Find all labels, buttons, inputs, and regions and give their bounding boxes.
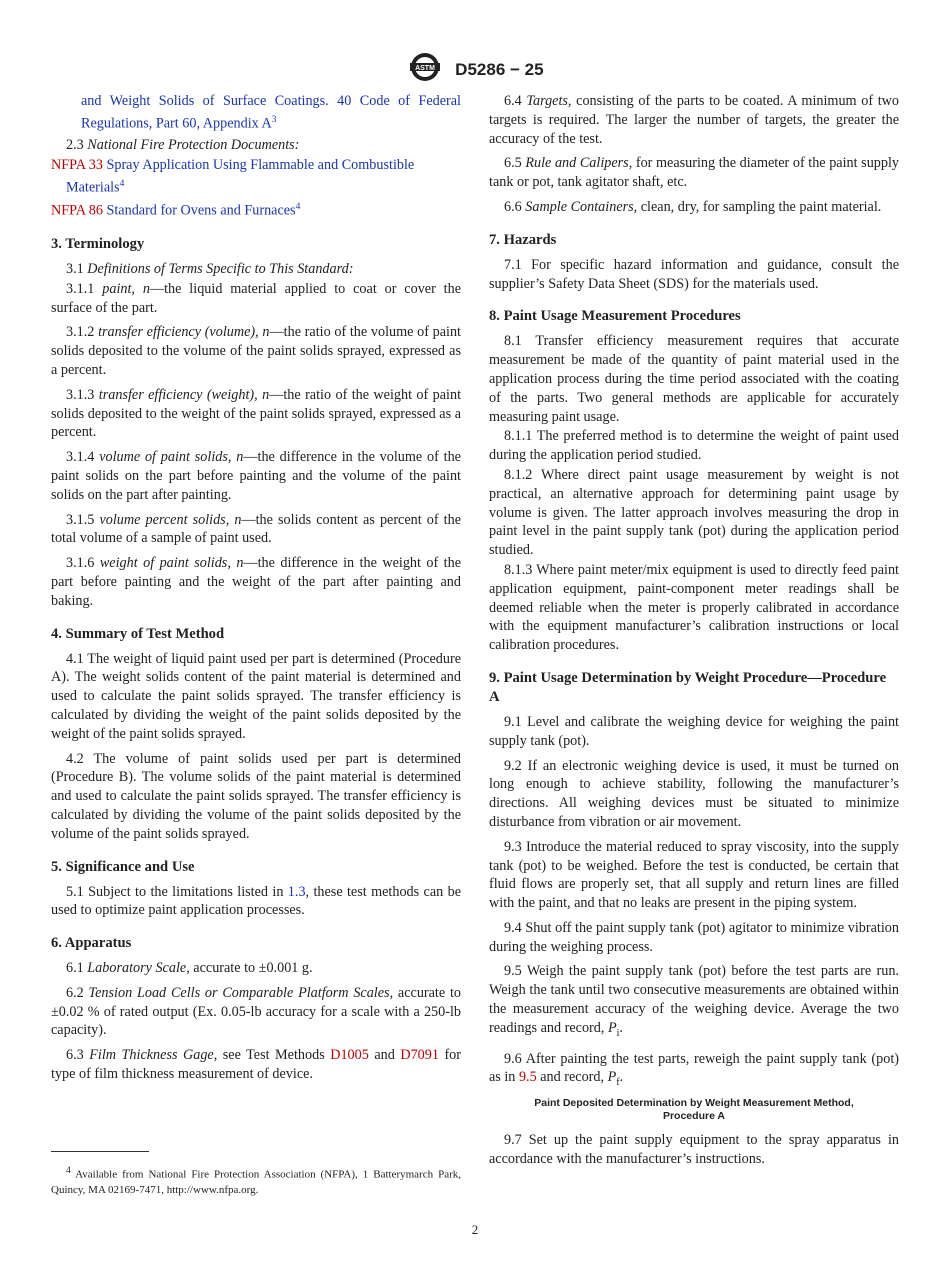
section-2-3: 2.3 National Fire Protection Documents: <box>66 137 300 154</box>
footnote-divider <box>51 1151 149 1152</box>
paragraph-3-1-6: 3.1.6 weight of paint solids, n—the difference in the weight of the part before painting and the weight of the part after painting and baking. <box>51 555 462 609</box>
paragraph-5-1: 5.1 Subject to the limitations listed in 1.3, these test methods can be used to optimize paint application processes. <box>51 883 461 919</box>
link-1-3[interactable]: 1.3 <box>287 883 306 900</box>
paragraph-9-1: 9.1 Level and calibrate the weighing device for weighing the paint supply tank (pot). <box>489 713 899 749</box>
link-d7091[interactable]: D7091 <box>400 1047 439 1064</box>
section-heading: 7. Hazards <box>489 231 557 248</box>
astm-logo-icon <box>406 52 444 87</box>
section-heading: 6. Apparatus <box>51 935 132 952</box>
standard-designation: D5286 − 25 <box>455 59 544 79</box>
section-heading: 8. Paint Usage Measurement Procedures <box>489 308 741 325</box>
paragraph-3-1-4: 3.1.4 volume of paint solids, n—the difference in the volume of the paint solids on the part before painting and the volume of the paint solids on the part after painting. <box>51 449 461 503</box>
page-header <box>0 52 950 87</box>
link-9-5[interactable]: 9.5 <box>518 1069 537 1086</box>
section-heading: 9. Paint Usage Determination by Weight Procedure—Procedure A <box>489 669 887 705</box>
reference-nfpa-86[interactable]: NFPA 86 Standard for Ovens and Furnaces$^4$ <box>51 202 301 220</box>
paragraph-9-5: 9.5 Weigh the paint supply tank (pot) before the test parts are run. Weigh the tank until two consecutive measurements are obtained within the measurement accuracy of the weighing device. Average the two readings and record, $P_i$. <box>489 963 899 1039</box>
subsection-heading: Paint Deposited Determination by Weight Measurement Method, Procedure A <box>534 1096 854 1122</box>
right-column <box>489 92 899 1175</box>
paragraph-3-1-5: 3.1.5 volume percent solids, n—the solids content as percent of the total volume of a sample of paint used. <box>51 511 461 547</box>
paragraph-8-1: 8.1 Transfer efficiency measurement requires that accurate measurement be made of the quantity of paint material used in the application process during the time period associated with the coating of the parts. Two general methods are applicable for accurately measuring paint usage. <box>489 333 899 425</box>
paragraph-4-1: 4.1 The weight of liquid paint used per part is determined (Procedure A). The weight solids content of the paint material is determined and used to calculate the paint solids sprayed. The transfer efficiency is calculated by dividing the weight of the paint solids deposited by the weight of the paint solids sprayed. <box>51 650 461 742</box>
paragraph-6-6: 6.6 Sample Containers, clean, dry, for sampling the paint material. <box>504 198 882 215</box>
reference-nfpa-33[interactable]: NFPA 33 Spray Application Using Flammable and Combustible Materials$^4$ <box>51 157 415 196</box>
paragraph-9-2: 9.2 If an electronic weighing device is used, it must be turned on long enough to achieve stability, following the manufacturer’s directions. All weighing devices must be situated to minimize disturbance from vibration or air movement. <box>489 757 899 830</box>
paragraph-4-2: 4.2 The volume of paint solids used per part is determined (Procedure B). The volume solids of the paint material is determined and used to calculate the paint solids sprayed. The transfer efficiency is calculated by dividing the volume of the paint solids deposited by the volume of the paint solids sprayed. <box>51 750 461 842</box>
paragraph-9-4: 9.4 Shut off the paint supply tank (pot) agitator to minimize vibration during the weighing process. <box>489 919 899 955</box>
paragraph-3-1-3: 3.1.3 transfer efficiency (weight), n—the ratio of the weight of paint solids deposited to the weight of the paint solids sprayed, expressed as a percent. <box>51 386 462 441</box>
paragraph-6-4: 6.4 Targets, consisting of the parts to be coated. A minimum of two targets is required. The larger the number of targets, the greater the accuracy of the test. <box>489 93 900 147</box>
footnote: 4 Available from National Fire Protection Association (NFPA), 1 Batterymarch Park, Quincy, MA 02169-7471, http://www.nfpa.org. <box>51 1166 461 1197</box>
left-column <box>51 92 461 1090</box>
paragraph-9-7: 9.7 Set up the paint supply equipment to the spray apparatus in accordance with the manufacturer’s instructions. <box>489 1131 899 1167</box>
section-heading: 3. Terminology <box>51 235 145 252</box>
paragraph-8-1-1: 8.1.1 The preferred method is to determine the weight of paint used during the application period studied. <box>489 428 899 464</box>
section-heading: 5. Significance and Use <box>51 858 195 875</box>
paragraph-6-3: 6.3 Film Thickness Gage, see Test Methods D1005 and D7091 for type of film thickness measurement of device. <box>51 1047 461 1083</box>
section-heading: 4. Summary of Test Method <box>51 625 225 642</box>
paragraph-3-1-1: 3.1.1 paint, n—the liquid material applied to coat or cover the surface of the part. <box>51 280 462 316</box>
paragraph-7-1: 7.1 For specific hazard information and guidance, consult the supplier’s Safety Data Sheet (SDS) for the materials used. <box>489 256 899 292</box>
reference-continuation[interactable]: and Weight Solids of Surface Coatings. 40 Code of Federal Regulations, Part 60, Appendix $A^3$ <box>81 93 461 132</box>
paragraph-8-1-3: 8.1.3 Where paint meter/mix equipment is used to directly feed paint application equipment, paint-component meter readings shall be deemed reliable when the meter is properly calibrated in accordance with the equipment manufacturer’s calibration instructions or local calibration procedures. <box>489 561 899 654</box>
paragraph-9-3: 9.3 Introduce the material reduced to spray viscosity, into the supply tank (pot) to be weighed. Before the test is conducted, be certain that fluid flows are properly set, that all supply and return lines are filled with the paint, and that no leaks are present in the piping system. <box>489 838 899 912</box>
paragraph-3-1: 3.1 Definitions of Terms Specific to This Standard: <box>66 260 354 277</box>
paragraph-8-1-2: 8.1.2 Where direct paint usage measurement by weight is not practical, an alternative approach for determining paint usage by volume is given. The latter approach involves measuring the drop in paint level in the paint supply tank (pot) during the application period studied. <box>489 466 899 559</box>
paragraph-6-5: 6.5 Rule and Calipers, for measuring the diameter of the paint supply tank or pot, tank agitator shaft, etc. <box>489 155 900 191</box>
paragraph-3-1-2: 3.1.2 transfer efficiency (volume), n—the ratio of the volume of paint solids deposited to the volume of the paint solids sprayed, expressed as a percent. <box>51 324 461 378</box>
svg-text:ASTM: ASTM <box>415 65 436 72</box>
page-number: 2 <box>471 1222 479 1237</box>
paragraph-9-6: 9.6 After painting the test parts, reweigh the paint supply tank (pot) as in 9.5 and record, $P_f$. <box>489 1050 899 1089</box>
paragraph-6-1: 6.1 Laboratory Scale, accurate to ±0.001 g. <box>66 960 313 977</box>
paragraph-6-2: 6.2 Tension Load Cells or Comparable Platform Scales, accurate to ±0.02 % of rated output (Ex. 0.05-lb accuracy for a scale with a 250-lb capacity). <box>51 984 462 1039</box>
link-d1005[interactable]: D1005 <box>330 1047 369 1064</box>
